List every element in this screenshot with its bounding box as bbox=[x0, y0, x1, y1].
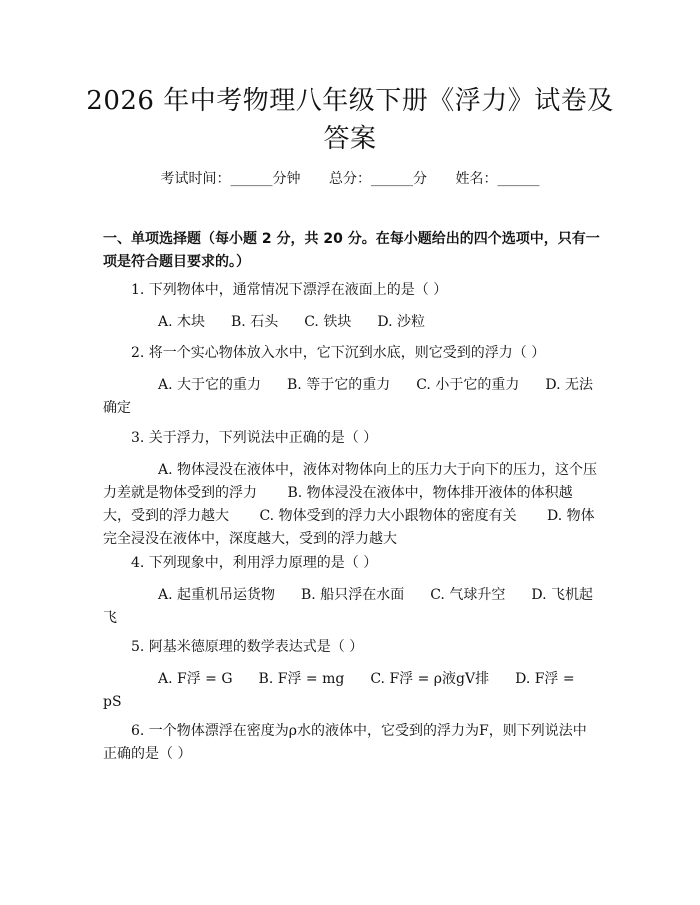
exam-meta bbox=[0, 168, 700, 188]
section-heading: 一、单项选择题（每小题 2 分，共 20 分。在每小题给出的四个选项中，只有一项是符合题目要求的。） bbox=[103, 231, 600, 270]
question-3 bbox=[103, 427, 599, 551]
question-options bbox=[103, 459, 599, 551]
question-options bbox=[103, 311, 599, 334]
question-4 bbox=[103, 552, 599, 630]
question-options bbox=[103, 374, 599, 420]
question-stem: 6. 一个物体漂浮在密度为ρ水的液体中，它受到的浮力为F，则下列说法中正确的是（ ） bbox=[103, 723, 587, 762]
option-c: C. 铁块 bbox=[304, 314, 352, 330]
option-a: A. 物体浸没在液体中，液体对物体向上的压力大于向下的压力，这个压力差就是物体受到的浮力 bbox=[103, 462, 598, 501]
question-stem: 2. 将一个实心物体放入水中，它下沉到水底，则它受到的浮力（ ） bbox=[131, 345, 546, 361]
question-5 bbox=[103, 636, 599, 714]
option-d: D. 飞机起飞 bbox=[103, 587, 593, 626]
question-2 bbox=[103, 342, 599, 420]
title-line-1: 2026 年中考物理八年级下册《浮力》试卷及 bbox=[86, 86, 614, 116]
option-b: B. 船只浮在水面 bbox=[301, 587, 405, 603]
option-c: C. 小于它的重力 bbox=[416, 377, 520, 393]
option-d: D. 沙粒 bbox=[377, 314, 425, 330]
question-stem: 5. 阿基米德原理的数学表达式是（ ） bbox=[131, 639, 364, 655]
question-options bbox=[103, 584, 599, 630]
option-a: A. 大于它的重力 bbox=[158, 377, 262, 393]
option-b: B. 等于它的重力 bbox=[287, 377, 391, 393]
option-b: B. 石头 bbox=[231, 314, 279, 330]
title-line-2: 答案 bbox=[323, 124, 377, 154]
option-d: D. F浮 = pS bbox=[103, 671, 575, 710]
student-name-field: 姓名：______ bbox=[455, 171, 540, 187]
total-score-field: 总分：______分 bbox=[329, 171, 427, 187]
option-c: C. 气球升空 bbox=[430, 587, 506, 603]
exam-time-field: 考试时间：______分钟 bbox=[160, 171, 301, 187]
page-title bbox=[60, 82, 640, 158]
option-d: D. 无法确定 bbox=[103, 377, 593, 416]
question-6 bbox=[103, 720, 599, 766]
option-b: B. F浮 = mg bbox=[258, 671, 345, 687]
option-a: A. F浮 = G bbox=[158, 671, 233, 687]
question-stem: 4. 下列现象中，利用浮力原理的是（ ） bbox=[131, 555, 378, 571]
option-a: A. 起重机吊运货物 bbox=[158, 587, 276, 603]
question-stem: 3. 关于浮力，下列说法中正确的是（ ） bbox=[131, 430, 378, 446]
option-b: B. 物体浸没在液体中，物体排开液体的体积越大，受到的浮力越大 bbox=[103, 485, 573, 524]
option-c: C. 物体受到的浮力大小跟物体的密度有关 bbox=[259, 508, 517, 524]
question-options bbox=[103, 668, 599, 714]
option-c: C. F浮 = ρ液gV排 bbox=[370, 671, 490, 687]
question-1 bbox=[103, 279, 599, 334]
option-a: A. 木块 bbox=[158, 314, 206, 330]
question-stem: 1. 下列物体中，通常情况下漂浮在液面上的是（ ） bbox=[131, 282, 448, 298]
option-d: D. 物体完全浸没在液体中，深度越大，受到的浮力越大 bbox=[103, 508, 595, 547]
